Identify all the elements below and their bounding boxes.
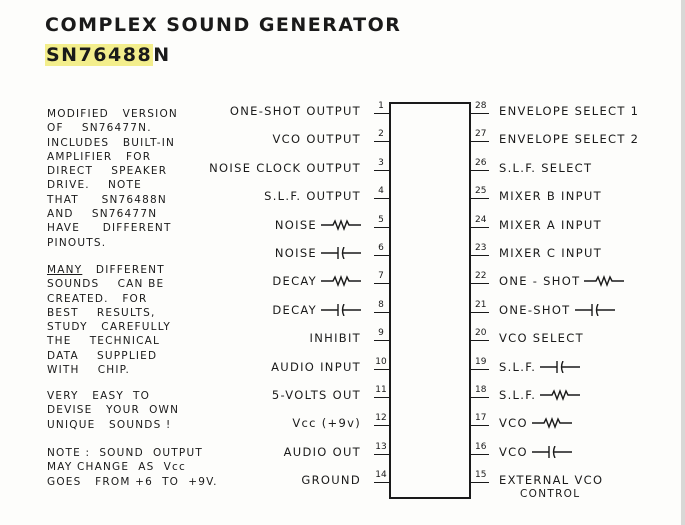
pin-lead	[374, 170, 389, 171]
note-many-sounds-text: DIFFERENT SOUNDS CAN BE CREATED. FOR BEST RESULTS, STUDY CAREFULLY THE TECHNICAL DATA SUPPLIED WITH CHIP.	[47, 264, 171, 377]
pin-25-label	[499, 188, 602, 204]
pin-number: 5	[378, 214, 384, 225]
pin-lead	[471, 170, 489, 171]
pin-label-text: Vcc (+9v)	[292, 416, 361, 431]
pin-number: 8	[378, 299, 384, 310]
capacitor-icon	[575, 304, 615, 316]
pin-label-text: ENVELOPE SELECT 2	[499, 132, 640, 147]
pin-label-text: MIXER A INPUT	[499, 217, 602, 232]
pin-3-label	[209, 160, 361, 176]
pin-15-label-line-2: CONTROL	[520, 488, 581, 500]
pin-number: 21	[475, 299, 487, 310]
pin-label-text: S.L.F.	[499, 388, 537, 402]
pin-lead	[471, 425, 489, 426]
part-number-suffix: N	[153, 44, 171, 66]
pin-label-text: S.L.F. SELECT	[499, 160, 593, 175]
pin-label-text: DECAY	[272, 274, 317, 289]
pin-number: 13	[375, 441, 387, 452]
resistor-icon	[532, 417, 572, 429]
pin-lead	[471, 397, 489, 398]
pin-number: 18	[475, 385, 487, 395]
pin-number: 6	[378, 243, 384, 253]
pin-number: 14	[375, 470, 387, 481]
pin-lead	[471, 198, 489, 199]
capacitor-icon	[321, 304, 361, 316]
pin-number: 24	[475, 214, 487, 225]
pin-number: 26	[475, 157, 487, 168]
note-emphasis: MANY	[47, 264, 83, 276]
pin-number: 7	[378, 271, 384, 282]
pin-26-label	[499, 160, 592, 176]
pin-lead	[471, 283, 489, 284]
pin-number: 11	[375, 385, 387, 395]
pin-1-label	[230, 103, 361, 119]
pin-number: 1	[378, 101, 384, 111]
pin-lead	[374, 255, 389, 256]
pin-label-text: ONE-SHOT OUTPUT	[229, 104, 361, 118]
pin-lead	[471, 454, 489, 455]
pin-21-label	[499, 302, 615, 318]
pin-12-label	[292, 415, 361, 431]
pin-number: 4	[378, 186, 384, 197]
pin-lead	[374, 141, 389, 142]
pin-27-label	[499, 131, 639, 147]
capacitor-icon	[532, 446, 572, 458]
pin-lead	[471, 340, 489, 341]
pin-label-text: AUDIO INPUT	[271, 359, 361, 374]
pin-2-label	[273, 131, 361, 147]
resistor-icon	[584, 275, 624, 287]
pin-23-label	[499, 245, 602, 261]
pin-lead	[374, 425, 389, 426]
pin-28-label	[499, 103, 639, 119]
pin-label-text: AUDIO OUT	[283, 444, 361, 459]
pin-label-text: ONE - SHOT	[499, 274, 581, 289]
pin-10-label	[271, 359, 361, 375]
pin-lead	[374, 283, 389, 284]
pin-label-text: S.L.F.	[499, 359, 537, 374]
pin-19-label	[499, 359, 580, 375]
pin-lead	[374, 340, 389, 341]
pin-lead	[374, 454, 389, 455]
pin-label-text: NOISE	[274, 217, 317, 232]
pin-13-label	[284, 444, 361, 460]
pin-number: 28	[475, 101, 487, 111]
note-modified-version: MODIFIED VERSION OF SN76477N. INCLUDES BUILT-IN AMPLIFIER FOR DIRECT SPEAKER DRIVE. NOTE THAT SN76488N AND SN76477N HAVE DIFFERENT PINOUTS.	[47, 108, 178, 249]
pin-lead	[471, 369, 489, 370]
note-many-sounds	[47, 263, 171, 377]
pin-label-text: S.L.F. OUTPUT	[264, 189, 361, 204]
pin-number: 17	[475, 413, 487, 424]
pin-17-label	[499, 415, 572, 431]
pin-label-text: 5-VOLTS OUT	[271, 388, 361, 402]
pin-label-text: ONE-SHOT	[499, 302, 571, 317]
pin-number: 25	[475, 186, 487, 197]
resistor-icon	[321, 219, 361, 231]
pin-number: 22	[475, 271, 487, 282]
pin-number: 16	[475, 441, 487, 452]
pin-18-label	[499, 387, 580, 403]
pin-label-text: EXTERNAL VCO	[499, 473, 604, 488]
pin-label-text: GROUND	[301, 473, 361, 488]
pin-lead	[374, 369, 389, 370]
pin-number: 9	[378, 328, 384, 339]
pin-4-label	[264, 188, 361, 204]
pin-lead	[471, 312, 489, 313]
pin-24-label	[499, 217, 602, 233]
pin-label-text: INHIBIT	[309, 331, 361, 346]
pin-11-label	[272, 387, 361, 403]
pin-label-text: ENVELOPE SELECT 1	[499, 104, 640, 118]
pin-lead	[471, 482, 489, 483]
pin-6-label	[275, 245, 361, 261]
pin-14-label	[301, 472, 361, 488]
pin-label-text: VCO SELECT	[499, 331, 584, 346]
pin-lead	[471, 227, 489, 228]
pin-8-label	[272, 302, 361, 318]
resistor-icon	[540, 389, 580, 401]
capacitor-icon	[540, 361, 580, 373]
chip-body	[389, 102, 471, 499]
pin-label-text: VCO OUTPUT	[272, 132, 361, 147]
capacitor-icon	[321, 247, 361, 259]
pin-lead	[374, 397, 389, 398]
part-number	[45, 44, 171, 66]
part-number-highlighted: SN76488	[46, 44, 153, 66]
pin-number: 12	[375, 413, 387, 424]
note-vcc: NOTE : SOUND OUTPUT MAY CHANGE AS Vcc GOES FROM +6 TO +9V.	[47, 447, 218, 488]
pin-5-label	[275, 217, 361, 233]
pin-label-text: VCO	[499, 444, 528, 459]
pin-number: 15	[475, 470, 487, 481]
pin-lead	[471, 255, 489, 256]
pin-number: 19	[475, 356, 487, 367]
page-title: COMPLEX SOUND GENERATOR	[45, 14, 402, 36]
pin-label-text: NOISE	[274, 246, 317, 260]
pin-9-label	[310, 330, 361, 346]
pin-number: 10	[375, 356, 387, 367]
pin-number: 2	[378, 129, 384, 140]
pin-label-text: MIXER C INPUT	[499, 246, 603, 260]
pin-lead	[374, 113, 389, 114]
page-edge	[681, 0, 685, 525]
pin-number: 3	[378, 157, 384, 168]
pin-lead	[374, 227, 389, 228]
pin-label-text: VCO	[499, 416, 528, 431]
pin-number: 27	[475, 129, 487, 140]
pin-lead	[471, 141, 489, 142]
pin-label-text: MIXER B INPUT	[499, 189, 602, 204]
pin-number: 20	[475, 328, 487, 339]
resistor-icon	[321, 275, 361, 287]
pin-number: 23	[475, 243, 487, 253]
pin-20-label	[499, 330, 584, 346]
pin-7-label	[272, 273, 361, 289]
note-easy: VERY EASY TO DEVISE YOUR OWN UNIQUE SOUNDS !	[47, 390, 180, 431]
pin-lead	[374, 198, 389, 199]
pin-lead	[471, 113, 489, 114]
pin-16-label	[499, 444, 572, 460]
pin-22-label	[499, 273, 624, 289]
pin-lead	[374, 482, 389, 483]
pin-label-text: DECAY	[272, 302, 317, 317]
pin-15-label	[499, 472, 603, 488]
pin-lead	[374, 312, 389, 313]
pin-label-text: NOISE CLOCK OUTPUT	[209, 160, 361, 175]
